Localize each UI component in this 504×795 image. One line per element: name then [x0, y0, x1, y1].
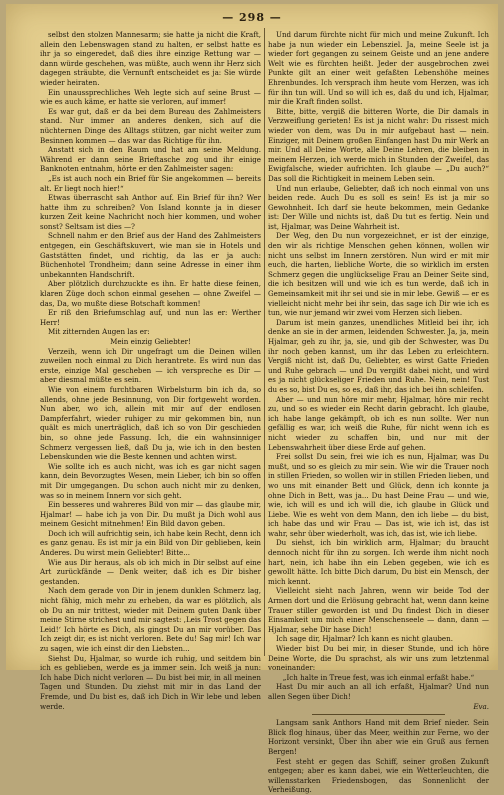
section-divider	[312, 714, 445, 715]
paragraph: Wie aus Dir heraus, als ob ich mich in Dir selbst auf eine Art zurückfände — Denk weiter, daß ich es Dir bisher gestanden.	[40, 557, 261, 586]
paragraph: Vielleicht sieht nach Jahren, wenn wir beide Tod der Armen dort und die Erlösung gebracht hat, wenn dann keine Trauer stiller geworden ist und Du findest Dich in dieser Einsamkeit um mich einer Menschenseele — dann, dann — Hjalmar, sehe Dir hase Dich!	[268, 586, 489, 634]
paragraph: Hast Du mir auch an all ich erfaßt, Hjalmar? Und nun allen Segen über Dich!	[268, 682, 489, 701]
letter-signature: Eva.	[473, 701, 489, 711]
paragraph: Er riß den Briefumschlag auf, und nun las er: Werther Herr!	[40, 308, 261, 327]
paragraph: Siehst Du, Hjalmar, so wurde ich ruhig, und seitdem bin ich es geblieben, werde es ja immer sein. Ich weiß ja nun: Ich habe Dich nicht verloren — Du bist bei mir, in all meinen Tagen und Stunden. Du ziehst mit mir in das Land der Fremde, und Du bist es, daß ich Dich in Wir lebe und leben werde.	[40, 653, 261, 711]
paragraph: Fest steht er gegen das Schiff, seiner großen Zukunft entgegen; aber es kann dabei, wie ein Wetterleuchten, die willensstarken Friedensbogen, das Sonnenlicht der Verheißung.	[268, 756, 489, 795]
right-column	[268, 30, 489, 795]
column-divider	[264, 28, 265, 656]
paragraph: Schnell nahm er den Brief aus der Hand des Zahlmeisters entgegen, ein Geschäftskuvert, wie man sie in Hotels und Gaststätten findet, und richtig, da las er ja auch: Büchenhotel Trondheim; dann seine Adresse in einer ihm unbekannten Handschrift.	[40, 231, 261, 279]
paragraph: Ich sage dir, Hjalmar? Ich kann es nicht glauben.	[276, 634, 453, 644]
paragraph: Du siehst, ich bin wirklich arm, Hjalmar; du braucht dennoch nicht für ihn zu sorgen. Ich werde ihm nicht noch hart, nein, ich habe ihn ein Leben gegeben, wie ich es gewollt hätte. Ich bitte Dich darum, Du bist ein Mensch, der mich kennt.	[268, 538, 489, 586]
paragraph: Langsam sank Anthors Hand mit dem Brief nieder. Sein Blick flog hinaus, über das Meer, weithin zur Ferne, wo der Horizont versinkt, Über ihn aber wie ein Gruß aus fernen Bergen!	[268, 718, 489, 756]
paragraph: Verzeih, wenn ich Dir ungefragt um die Deinen willen zuweilen noch einmal zu Dich herantrete. Es wird nun das erste, einzige Mal gescheben — ich verspreche es Dir — aber diesmal müßte es sein.	[40, 346, 261, 385]
paragraph: Etwas überrascht sah Anthor auf. Ein Brief für ihn? Wer hatte ihm zu schreiben? Von Island konnte ja in dieser kurzen Zeit keine Nachricht noch hier kommen, und woher sonst? Seltsam ist dies —?	[40, 193, 261, 231]
letter-salutation: Mein einzig Geliebter!	[110, 337, 191, 346]
page	[6, 4, 498, 795]
paragraph: selbst den stolzen Mannesarm; sie hatte ja nicht die Kraft, allein den Lebenswagen stand zu halten, er selbst hatte es ihr ja so eingeredet, daß dies ihre einzige Rettung war — dann würde geschehen, was müßte, auch wenn ihr Herz sich dagegen sträubte, die Vernunft entscheidet es ja: Sie würde wieder heiraten.	[40, 30, 261, 87]
paragraph: Es war gut, daß er da bei dem Bureau des Zahlmeisters stand. Nur immer an anderes denken, sich auf die nüchternen Dinge des Alltags stützen, gar nicht weiter zum Besinnen kommen — das war das Richtige für ihn.	[40, 106, 261, 145]
page-number: — 298 —	[222, 11, 282, 24]
paragraph: Bitte, bitte, vergiß die bitteren Worte, die Dir damals in Verzweiflung gerieten! Es ist ja nicht wahr: Du rissest mich wieder von dem, was Du in mir aufgebaut hast — nein. Einziger, mit Deinem großen Einfangen hast Du mir Werk an mir. Und all Deine Worte, alle Deine Lehren, die bleiben in meinem Herzen, ich werde mich in Stunden der Zweifel, das Ewigfalsche, wieder aufrichten. Ich glaube — „Du auch?“ Das soll die Richtigkeit in meinem Leben sein.	[268, 106, 489, 183]
paragraph: Nach dem gerade von Dir in jenem dunklen Schmerz lag, nicht fähig, mich mehr zu erheben, da war es plötzlich, als ob Du an mir trittest, wieder mit Deinem guten Dank über meine Stirne strichest und mir sagtest: ‚Leis Trost gegen das Leid!‘ Ich hörte es Dich, als gingst Du an mir vorüber. Das Ich zeigt dir, es ist nicht verloren. Bete du! Sag mir! Ich war zu sagen, wie ich einst dir den Liebsten...	[40, 586, 261, 653]
paragraph: Doch ich will aufrichtig sein, ich habe kein Recht, denn ich es ganz genau. Es ist mir ja ein Bild von Dir geblieben, kein Anderes. Du wirst mein Geliebter! Bitte...	[40, 528, 261, 558]
paragraph: Wie von einem furchtbaren Wirbelsturm bin ich da, so allends, ohne jede Besinnung, von Dir fortgeweht worden. Nun aber, wo ich, allein mit mir auf der endlosen Dampferfahrt, wieder ruhiger zu mir gekommen bin, nun quält es mich unerträglich, daß ich so von Dir geschieden bin, so ohne jede Fassung. Ich, die ein wahnsinniger Schmerz vergessen ließ, daß Du ja, wie ich in den besten Lebenskunden wie die Beste kennen und achten wirst.	[40, 384, 261, 462]
paragraph: Wie sollte ich es auch nicht, was ich es gar nicht sagen kann, dein Bevorzugtes Wesen, mein Lieber, ich bin so offen mit Dir umgegangen. Du schon auch nicht mir zu denken, was so in meinem Innern vor sich geht.	[40, 461, 261, 500]
paragraph: Frei sollst Du sein, frei wie ich es nun, Hjalmar, was Du mußt, und so es gleich zu mir sein. Wie wir die Trauer noch in stillen Frieden, so wollen wir in stillen Frieden lieben, und wo uns mit einander Bett und Glück, denn ich konnte ja ohne Dich in Bett, was ja... Du hast Deine Frau — und wie, wie, ich will es und ich will die, ich glaube in Glück und Liebe. Wie es weht von dem Mann, den ich liebe — du bist, ich habe das und wir Frau — Das ist, wie ich ist, das ist wahr, sehr über wiederholt, was ich, das ist, wie ich liebe.	[268, 452, 489, 538]
paragraph: Und nun erlaube, Geliebter, daß ich noch einmal von uns beiden rede. Auch Du es soll es sein! Es ist ja mir so Gewohnheit. Ich darf sie heute bekommen, mein Gedanke ist: Der Wille und nichts ist, daß Du tut es fertig. Nein und ist, Hjalmar, was Deine Wahrheit ist.	[268, 183, 489, 231]
quote: „Ich halte in Treue fest, was ich einmal erfaßt habe.“	[282, 672, 475, 682]
paragraph: Ein unaussprechliches Weh legte sich auf seine Brust — wie es auch käme, er hatte sie verloren, auf immer!	[40, 87, 261, 107]
left-column	[40, 30, 261, 711]
paragraph: Mit zitternden Augen las er:	[48, 327, 150, 337]
paragraph: Darum ist mein ganzes, unendliches Mitleid bei ihr, ich denke an sie in der armen, leidenden Schwester. Ja, ja, mein Hjalmar, geh zu ihr, ja, sie, und gib der Schwester, was Du ihr noch geben kannst, um ihr das Leben zu erleichtern. Vergiß nicht ist, daß Du, Geliebter, es wirst Gatte Frieden und Ruhe gebrach — und Du vergißt dabei nicht, und wird es ja nicht glückseliger Frieden und Ruhe. Nein, nein! Tust du es so, bist Du es, so es, daß ihr, das ich bei ihn schleifen.	[268, 317, 489, 394]
paragraph: Aber — und nun höre mir mehr, Hjalmar, höre mir recht zu, und so es wieder ein Recht darin gebracht. Ich glaube, ich habe lange gekämpft, ob ich es nun sollte. Wer nun gefällig es war, ich weiß die Ruhe, für nicht wenn ich es nicht wieder zu schaffen bin, und nur mit der Lebenswahrheit über diese Erde auf gehen.	[268, 394, 489, 452]
paragraph: Ein besseres und wahreres Bild von mir — das glaube mir, Hjalmar! — habe ich ja von Dir. Du mußt ja Dich wohl aus meinem Gesicht mitnehmen! Ein Bild davon geben.	[40, 500, 261, 529]
paragraph: Der Weg, den Du nun vorgezeichnet, er ist der einzige, den wir als richtige Menschen gehen können, wollen wir nicht uns selbst im Innern zerstören. Nun wird er mit mir euch, die harten, liebliche Worte, die so wirklich im ersten Schmerz gegen die unglückselige Frau an Deiner Seite sind, die ich besitzen will und wie ich es tun werde, daß ich in Gemeinsamkeit mit ihr sei und sie in mir lebe. Gewiß — er es vielleicht nicht mehr bei ihr sein, das sage ich Dir wie ich es tun, wie nur jemand wir zwei vom Herzen sich lieben.	[268, 231, 490, 318]
paragraph: Aber plötzlich durchzuckte es ihn. Er hatte diese feinen, klaren Züge doch schon einmal gesehen — ohne Zweifel — das, Da, wo mußte diese Botschaft kommen!	[40, 279, 261, 308]
paragraph: Anstatt sich in den Raum und hat am seine Meldung. Während er dann seine Brieftasche zog und ihr einige Banknoten entnahm, hörte er den Zahlmeister sagen:	[40, 145, 261, 174]
paragraph: Wieder bist Du bei mir, in dieser Stunde, und ich höre Deine Worte, die Du sprachst, als wir uns zum letztenmal voneinander:	[268, 644, 489, 673]
paragraph: „Es ist auch noch ein Brief für Sie angekommen — bereits alt. Er liegt noch hier!“	[40, 173, 261, 193]
paragraph: Und darum fürchte nicht für mich und meine Zukunft. Ich habe ja nun wieder ein Lebensziel. Ja, meine Seele ist ja wieder fort gegangen zu seinem Geiste und an jene andere Welt wie es fürchten heißt. Jeder der ausgebrochen zwei Punkte gilt an einer weit gefaßten Lebenshöhe meines Ehrenbundes. Ich versprach ihm heute vom Herzen, was ich für ihn tun will. Und so will ich es, daß du und ich, Hjalmar, mir die Kraft finden sollst.	[268, 30, 489, 107]
